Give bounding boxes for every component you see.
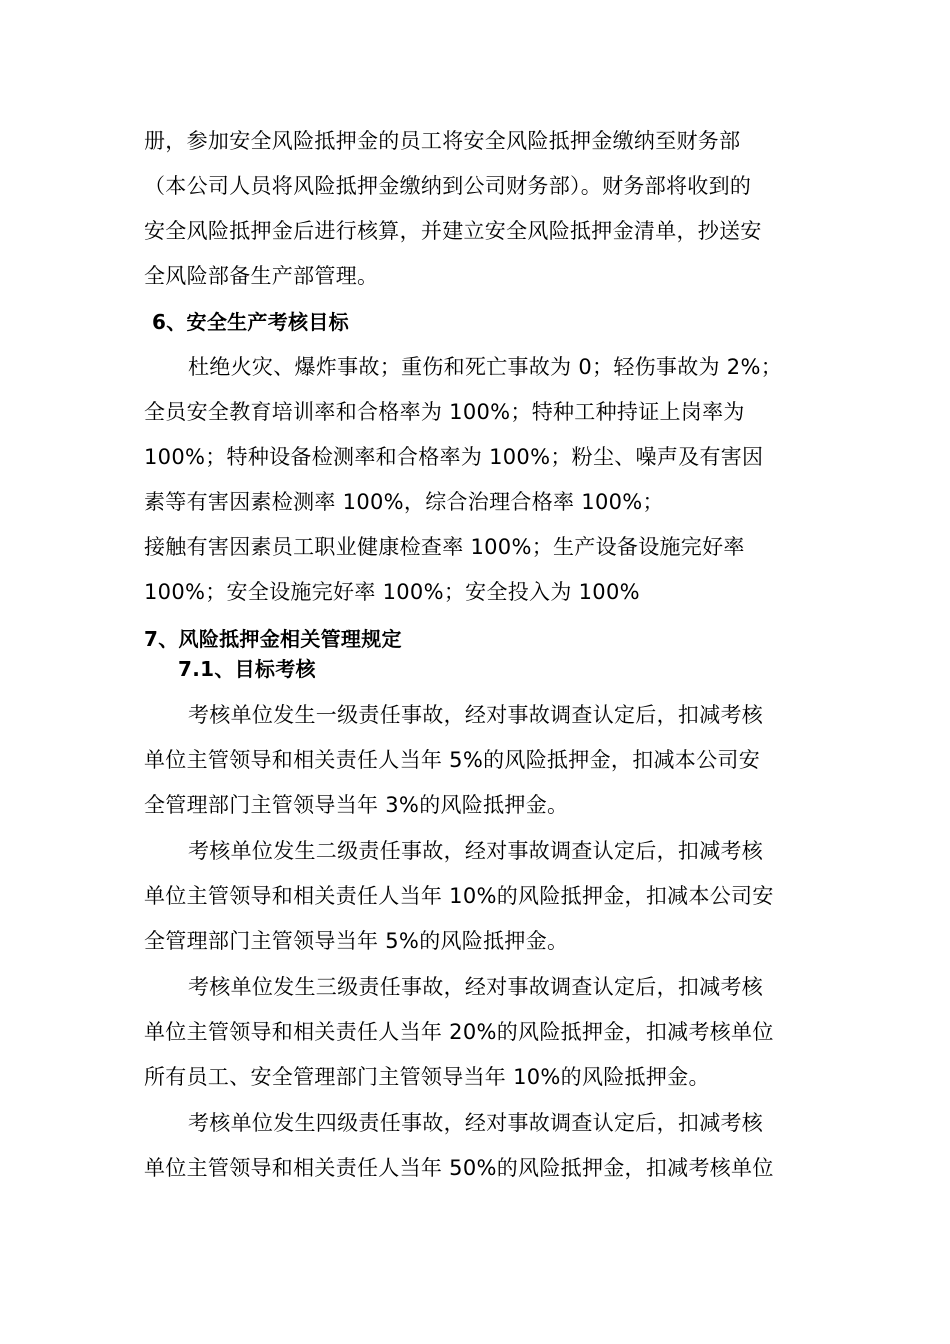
section-6-line-1: 杜绝火灾、爆炸事故；重伤和死亡事故为 0；轻伤事故为 2%； — [188, 355, 783, 379]
para-1-line-1: 考核单位发生一级责任事故，经对事故调查认定后，扣减考核 — [188, 703, 764, 727]
intro-line-3: 安全风险抵押金后进行核算，并建立安全风险抵押金清单，抄送安 — [144, 219, 762, 243]
section-6-line-6: 100%；安全设施完好率 100%；安全投入为 100% — [144, 580, 640, 604]
para-3-line-3: 所有员工、安全管理部门主管领导当年 10%的风险抵押金。 — [144, 1065, 710, 1089]
section-6-line-5: 接触有害因素员工职业健康检查率 100%；生产设备设施完好率 — [144, 535, 745, 559]
para-3-line-2: 单位主管领导和相关责任人当年 20%的风险抵押金，扣减考核单位 — [144, 1020, 774, 1044]
section-7-heading: 7、风险抵押金相关管理规定 — [144, 627, 402, 651]
section-6-heading: 6、安全生产考核目标 — [152, 310, 349, 334]
intro-line-1: 册，参加安全风险抵押金的员工将安全风险抵押金缴纳至财务部 — [144, 129, 741, 153]
section-7-1-heading: 7.1、目标考核 — [178, 657, 316, 681]
para-4-line-1: 考核单位发生四级责任事故，经对事故调查认定后，扣减考核 — [188, 1111, 764, 1135]
section-6-line-4: 素等有害因素检测率 100%，综合治理合格率 100%； — [144, 490, 664, 514]
para-2-line-3: 全管理部门主管领导当年 5%的风险抵押金。 — [144, 929, 569, 953]
para-2-line-2: 单位主管领导和相关责任人当年 10%的风险抵押金，扣减本公司安 — [144, 884, 774, 908]
intro-line-4: 全风险部备生产部管理。 — [144, 264, 379, 288]
para-1-line-3: 全管理部门主管领导当年 3%的风险抵押金。 — [144, 793, 569, 817]
intro-line-2: （本公司人员将风险抵押金缴纳到公司财务部）。财务部将收到的 — [144, 174, 752, 198]
para-1-line-2: 单位主管领导和相关责任人当年 5%的风险抵押金，扣减本公司安 — [144, 748, 760, 772]
para-2-line-1: 考核单位发生二级责任事故，经对事故调查认定后，扣减考核 — [188, 839, 764, 863]
section-6-line-3: 100%；特种设备检测率和合格率为 100%；粉尘、噪声及有害因 — [144, 445, 764, 469]
section-6-line-2: 全员安全教育培训率和合格率为 100%；特种工种持证上岗率为 — [144, 400, 745, 424]
para-3-line-1: 考核单位发生三级责任事故，经对事故调查认定后，扣减考核 — [188, 975, 764, 999]
para-4-line-2: 单位主管领导和相关责任人当年 50%的风险抵押金，扣减考核单位 — [144, 1156, 774, 1180]
